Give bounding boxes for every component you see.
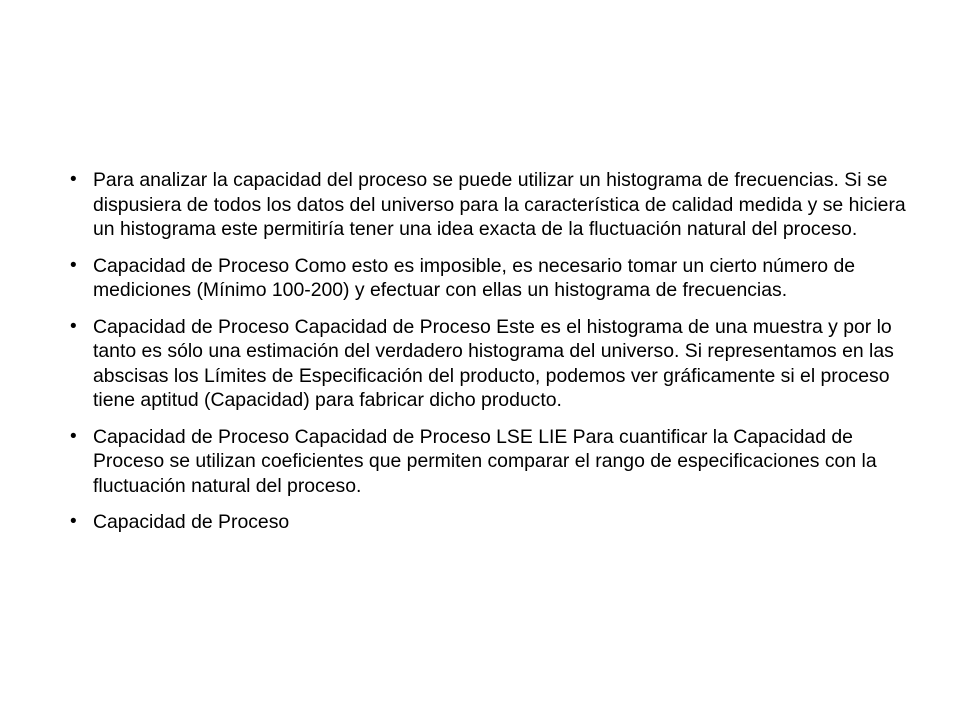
bullet-item [70, 254, 910, 303]
bullet-item [70, 510, 910, 535]
bullet-text: Capacidad de Proceso Como esto es imposible, es necesario tomar un cierto número de mediciones (Mínimo 100-200) y efectuar con ellas un histograma de frecuencias. [93, 254, 856, 301]
bullet-text: Capacidad de Proceso [93, 511, 290, 533]
bullet-item [70, 315, 910, 413]
bullet-text: Capacidad de Proceso Capacidad de Proceso Este es el histograma de una muestra y por lo tanto es sólo una estimación del verdadero histograma del universo. Si representamos en las abscisas los Límites de Especificación del producto, podemos ver gráficamente si el proceso tiene aptitud (Capacidad) para fabricar dicho producto. [93, 315, 894, 411]
bullet-text: Capacidad de Proceso Capacidad de Proceso LSE LIE Para cuantificar la Capacidad de Proceso se utilizan coeficientes que permiten comparar el rango de especificaciones con la fluctuación natural del proceso. [93, 425, 877, 497]
bullet-dot-icon: • [70, 425, 77, 447]
bullet-dot-icon: • [70, 315, 77, 337]
bullet-list [70, 168, 910, 547]
bullet-text: Para analizar la capacidad del proceso se puede utilizar un histograma de frecuencias. Si se dispusiera de todos los datos del universo para la característica de calidad medida y se hiciera un histograma este permitiría tener una idea exacta de la fluctuación natural del proceso. [93, 169, 906, 240]
bullet-item [70, 168, 910, 242]
bullet-item [70, 425, 910, 499]
bullet-dot-icon: • [70, 254, 77, 276]
bullet-dot-icon: • [70, 169, 77, 190]
bullet-dot-icon: • [70, 511, 77, 532]
